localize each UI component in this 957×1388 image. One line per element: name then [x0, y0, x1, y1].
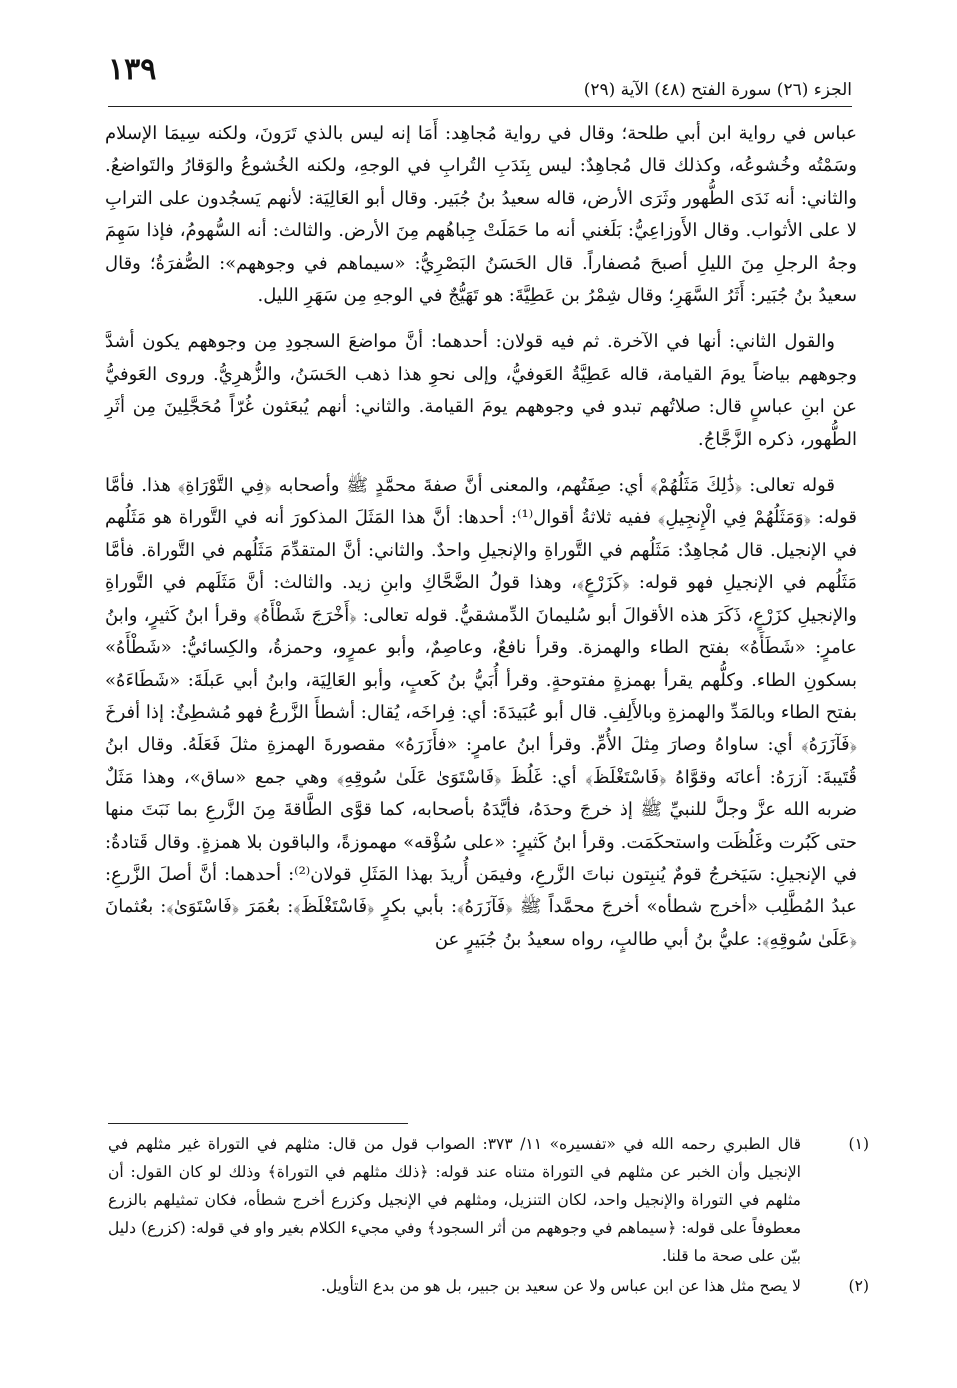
running-head: الجزء (٢٦) سورة الفتح (٤٨) الآية (٢٩) — [108, 80, 852, 107]
paragraph: عباس في رواية ابن أبي طلحة؛ وقال في رواية مُجاهِد: أَمَا إنه ليس بالذي تَرَونَ، ولكنه سِيمَا الإسلام وسَمْتُه وخُشوعُه، وكذلك قال مُجاهِدٌ: ليس بِنَدَبِ التُرابِ في الوجهِ، ولكنه الخُشوعُ والوَقارُ والتَواضعُ. والثاني: أنه نَدَى الطُّهور وثَرَى الأرض، قاله سعيدُ بنُ جُبَير. وقال أبو العَالِيَة: لأنهم يَسجُدون على الترابِ لا على الأثواب. وقال الأَوزاعِيُّ: بَلَغني أنه ما حَمَلَتْ جِباهُهم مِنَ الأرض. والثالث: أنه السُّهومُ، فإذا سَهِمَ وجهُ الرجلِ مِنَ الليلِ أصبحَ مُصفاراً. قال الحَسَنُ البَصْرِيُّ: «سيماهم في وجوههم»: الصُّفرَةُ؛ وقال سعيدُ بنُ جُبَير: أَثَرُ السَّهَرِ؛ وقال شِمْرُ بن عَطِيَّةَ: هو تَهَيُّجٌ في الوجهِ مِن سَهَرِ الليل. — [105, 123, 857, 307]
main-text — [105, 118, 857, 970]
footnote-separator — [108, 1123, 408, 1124]
footnote-text: قال الطبري رحمه الله في «تفسيره» ١١/ ٣٧٣: الصواب قول من قال: مثلهم في التوراة غير مثلهم في الإنجيل وأن الخبر عن مثلهم في التوراة متناه عند قوله: ﴿ذلك مثلهم في التوراة﴾ وذلك لو كان القول: أن مثلهم في التوراة والإنجيل واحد، لكان التنزيل، ومثلهم في الإنجيل وكزرع أخرج شطأه، فكان تمثيلهم بالزرع معطوفاً على قوله: ﴿سيماهم في وجوههم من أثر السجود﴾ وفي مجيء الكلام بغير واو في قوله: (كزرع) دليل بيّن على صحة ما قلنا. — [108, 1135, 801, 1265]
footnotes — [108, 1130, 869, 1302]
footnote — [108, 1130, 869, 1270]
footnote — [108, 1272, 869, 1300]
footnote-text: لا يصح مثل هذا عن ابن عباس ولا عن سعيد بن جبير، بل هو من بدع التأويل. — [321, 1277, 801, 1295]
paragraph: قوله تعالى: ﴿ذَٰلِكَ مَثَلُهُمْ﴾ أي: صِفَتُهم، والمعنى أنَّ صفةَ محمَّدٍ ﷺ وأصحابه ﴿فِي التَّوْرَاةِ﴾ هذا. فأمَّا قوله: ﴿وَمَثَلُهُمْ فِي الْإِنجِيلِ﴾ ففيه ثلاثةُ أقوال⁽¹⁾: أحدها: أنَّ هذا المَثَلَ المذكورَ أنه في التَّوراة هو مَثَلُهم في الإنجيل. قال مُجاهِدٌ: مَثَلُهم في التَّوراةِ والإنجيلِ واحدٌ. والثاني: أنَّ المتقدِّمَ مَثَلُهم في التَّوراة. فأمَّا مَثَلُهم في الإنجيلِ فهو قوله: ﴿كَزَرْعٍ﴾، وهذا قولُ الضَّحَّاكِ وابنِ زيد. والثالث: أنَّ مَثَلَهم في التَّوراةِ والإنجيلِ كزَرْعٍ، ذَكَرَ هذه الأقوالَ أبو سُليمانَ الدِّمشقيُّ. قوله تعالى: ﴿أَخْرَجَ شَطْأَهُ﴾ وقرأ ابنُ كَثيرٍ، وابنُ عامرٍ: «شَطَأَهُ» بفتح الطاء والهمزة. وقرأ نافعٌ، وعاصِمٌ، وأبو عمرٍو، وحمزةُ، والكِسائيُّ: «شَطْأَهُ» بسكونِ الطاء. وكلُّهم يقرأ بهمزةٍ مفتوحةٍ. وقرأ أُبَيُّ بنُ كَعبٍ، وأبو العَالِيَة، وابنُ أبي عَبلَةَ: «شَطَاءَهُ» بفتح الطاء وبالمَدِّ والهمزةِ وبالأَلِفِ. قال أبو عُبَيدَةَ: أي: فِراخَه، يُقال: أشطأَ الزَّرعُ فهو مُشطِئٌ: إذا أفرخَ ﴿فَآزَرَهُ﴾ أي: ساواهُ وصارَ مِثلَ الأُمِّ. وقرأ ابنُ عامرٍ: «فأَزَرَهُ» مقصورةَ الهمزةِ مثلَ فَعَلَهُ. وقال ابنُ قُتَيبةَ: آزرَهُ: أعانَه وقوَّاهُ ﴿فَاسْتَغْلَظَ﴾ أي: غَلُظَ ﴿فَاسْتَوَىٰ عَلَىٰ سُوقِهِ﴾ وهي جمع «ساق»، وهذا مَثَلٌ ضربه الله عزَّ وجلَّ للنبيِّ ﷺ إذ خرجَ وحدَهُ، فأيَّدَهُ بأصحابه، كما قوَّى الطَّاقةَ مِنَ الزَّرعِ بما نَبَتَ منها حتى كَبُرت وغَلُظَت واستحكَمَت. وقرأ ابنُ كَثيرٍ: «على سُؤْقه» مهموزةً، والباقون بلا همزةٍ. وقال قَتادةُ: في الإنجيلِ: سَيَخرجُ قومٌ يُنبِتون نباتَ الزَّرعِ، وفيمَن أُريدَ بهذا المَثَلِ قولان⁽²⁾: أحدهما: أنَّ أصلَ الزَّرعِ: عبدُ المُطَّلِب «أخرج شطأه» أخرجَ محمَّداً ﷺ ﴿فَآزَرَهُ﴾: بأبي بكرٍ ﴿فَاسْتَغْلَظَ﴾: بعُمَرَ ﴿فَاسْتَوَىٰ﴾: بعُثمانَ ﴿عَلَىٰ سُوقِهِ﴾: عليُّ بنُ أبي طالبٍ، رواه سعيدُ بنُ جُبَيرٍ عن — [105, 475, 857, 950]
paragraph: والقول الثاني: أنها في الآخرة. ثم فيه قولان: أحدهما: أنَّ مواضعَ السجودِ مِن وجوههم يكون أشدَّ وجوههم بياضاً يومَ القيامة، قاله عَطِيَّةُ العَوفيُّ، وإلى نحوِ هذا ذهب الحَسَنُ، والزُّهرِيُّ. وروى العَوفيُّ عن ابنِ عباسٍ قال: صلاتُهم تبدو في وجوههم يومَ القيامة. والثاني: أنهم يُبعَثون غُرّاً مُحَجَّلِينَ مِن أثَرِ الطُّهور، ذكره الزَّجَّاجُ. — [105, 331, 857, 450]
footnote-number: (١) — [848, 1135, 869, 1153]
footnote-number: (٢) — [848, 1277, 869, 1295]
page-number: ١٣٩ — [108, 52, 157, 87]
